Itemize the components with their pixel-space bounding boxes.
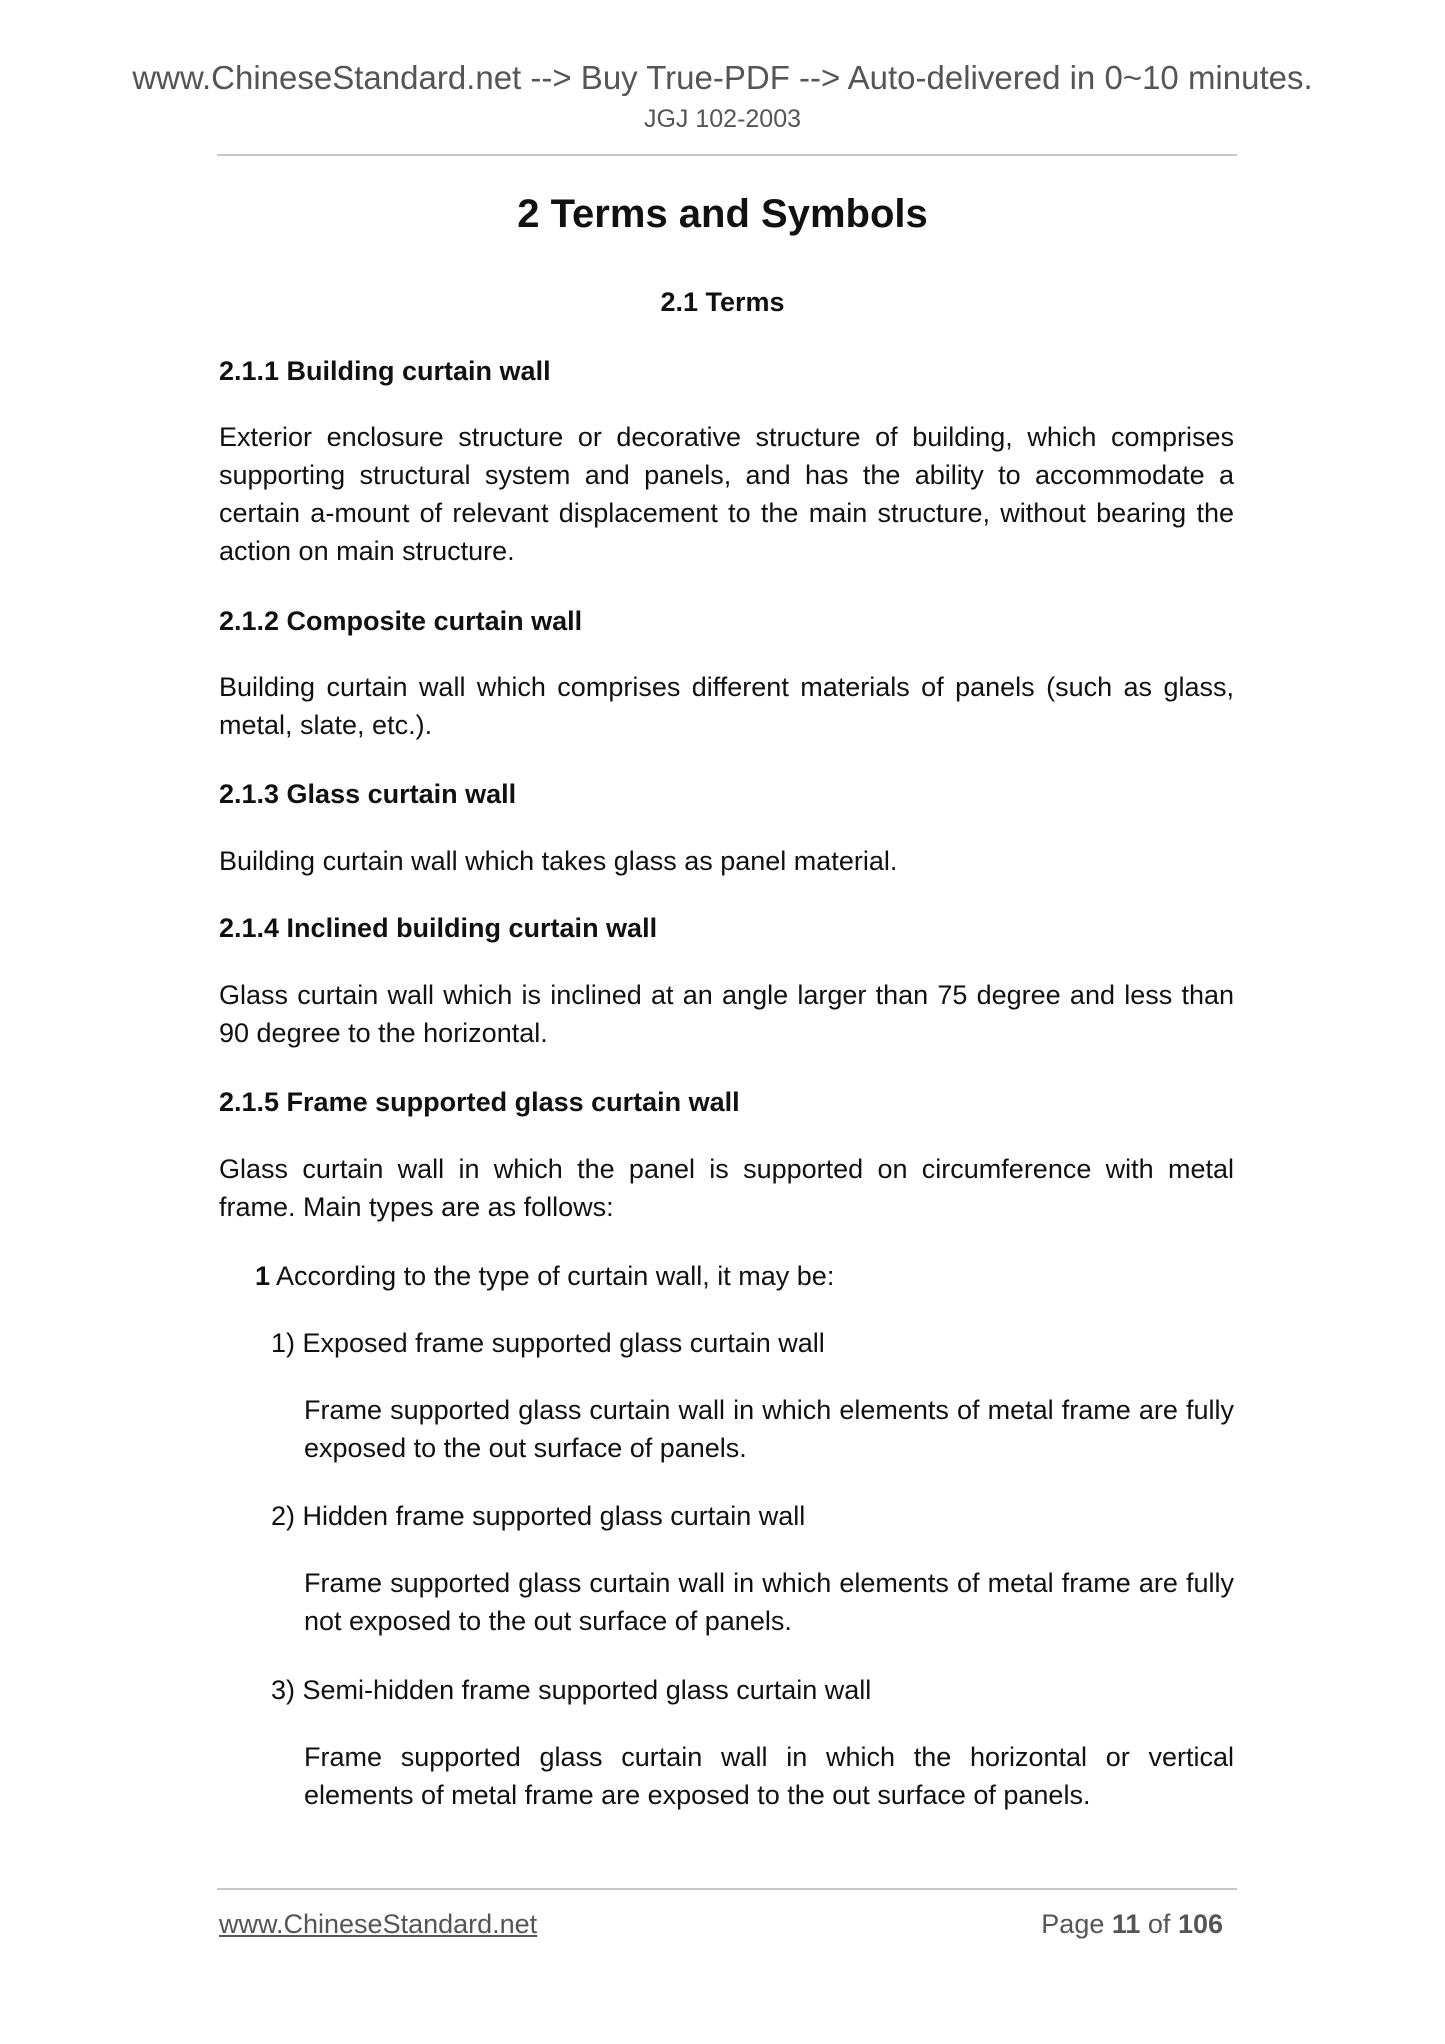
term-definition-2-1-1: Exterior enclosure structure or decorative structure of building, which comprises supporting structural system and panels, and has the ability to accommodate a certain a-mount of relevant displacement to the main structure, without bearing the action on main structure.: [219, 422, 1234, 566]
term-definition-2-1-4: Glass curtain wall which is inclined at an angle larger than 75 degree and less than 90 degree to the horizontal.: [219, 980, 1234, 1048]
page-label: Page: [1041, 1909, 1112, 1939]
term-heading-2-1-3: 2.1.3 Glass curtain wall: [219, 779, 517, 809]
page-indicator: [1041, 1907, 1223, 1941]
section-title: 2.1 Terms: [660, 287, 785, 317]
list-item-title: 1) Exposed frame supported glass curtain wall: [271, 1328, 825, 1358]
footer-divider: [217, 1888, 1237, 1890]
current-page-number: 11: [1111, 1909, 1141, 1939]
term-definition-2-1-5: Glass curtain wall in which the panel is supported on circumference with metal frame. Main types are as follows:: [219, 1154, 1234, 1222]
subclause-number: 1: [255, 1261, 271, 1291]
page-of-label: of: [1140, 1909, 1178, 1939]
footer-website-link[interactable]: www.ChineseStandard.net: [219, 1909, 538, 1939]
list-item-title: 2) Hidden frame supported glass curtain wall: [271, 1501, 806, 1531]
list-item-description: Frame supported glass curtain wall in which the horizontal or vertical elements of metal frame are exposed to the out surface of panels.: [304, 1742, 1234, 1810]
header-divider: [217, 154, 1237, 156]
header-banner: www.ChineseStandard.net --> Buy True-PDF --> Auto-delivered in 0~10 minutes.: [132, 59, 1313, 96]
term-heading-2-1-5: 2.1.5 Frame supported glass curtain wall: [219, 1087, 740, 1117]
list-item-description: Frame supported glass curtain wall in which elements of metal frame are fully exposed to the out surface of panels.: [304, 1395, 1234, 1463]
list-item-description: Frame supported glass curtain wall in which elements of metal frame are fully not exposed to the out surface of panels.: [304, 1568, 1234, 1636]
subclause-text: According to the type of curtain wall, it may be:: [270, 1261, 835, 1291]
subclause-intro: [255, 1257, 834, 1295]
term-heading-2-1-1: 2.1.1 Building curtain wall: [219, 356, 551, 386]
chapter-title: 2 Terms and Symbols: [517, 192, 928, 236]
term-definition-2-1-2: Building curtain wall which comprises different materials of panels (such as glass, metal, slate, etc.).: [219, 672, 1234, 740]
term-heading-2-1-4: 2.1.4 Inclined building curtain wall: [219, 913, 658, 943]
document-id: JGJ 102-2003: [643, 105, 802, 133]
list-item-title: 3) Semi-hidden frame supported glass curtain wall: [271, 1675, 872, 1705]
total-pages-number: 106: [1177, 1909, 1223, 1939]
term-heading-2-1-2: 2.1.2 Composite curtain wall: [219, 606, 583, 636]
term-definition-2-1-3: Building curtain wall which takes glass as panel material.: [219, 846, 898, 876]
